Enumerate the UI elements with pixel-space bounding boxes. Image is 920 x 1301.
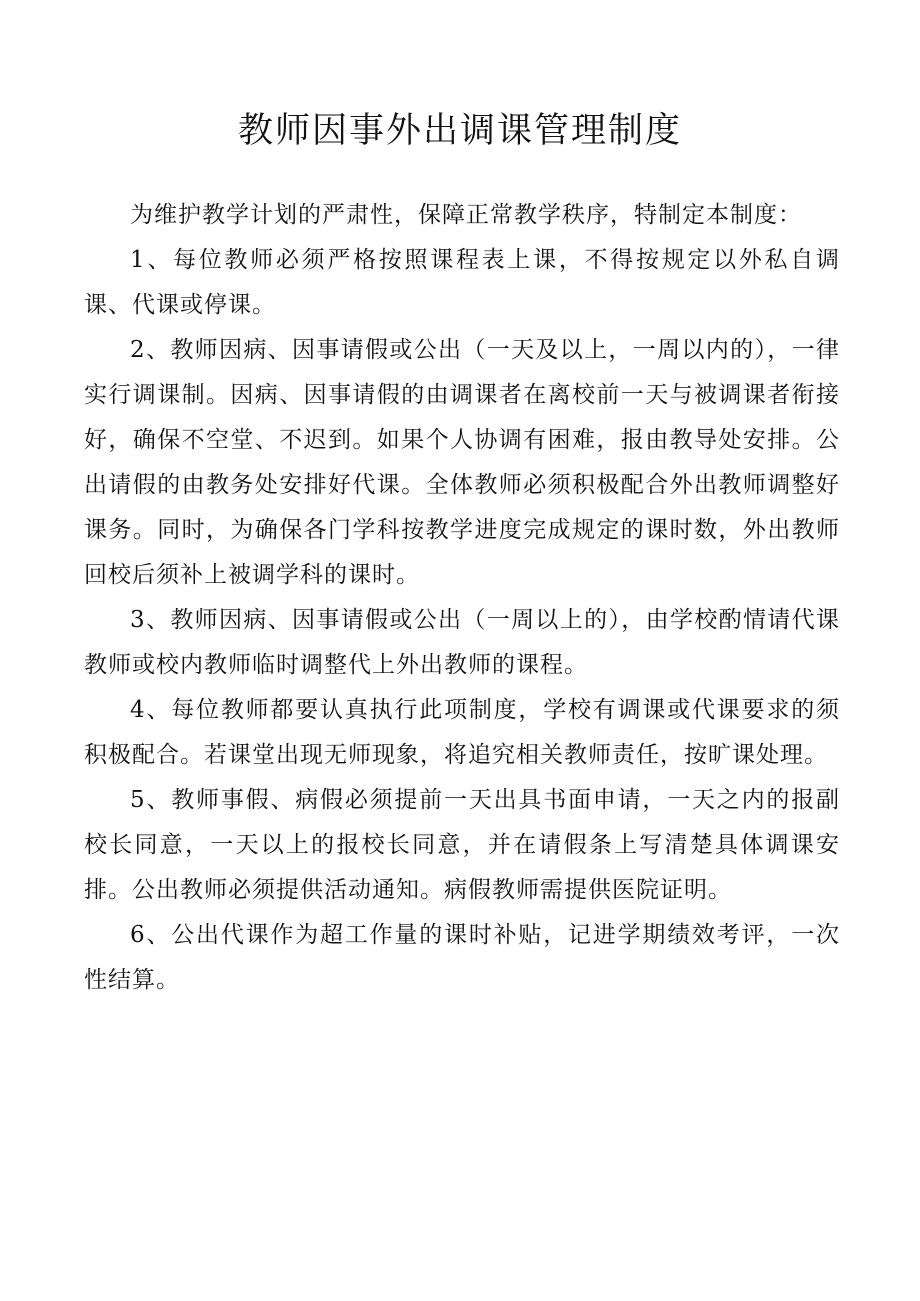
rule-3-paragraph: 3、教师因病、因事请假或公出（一周以上的），由学校酌情请代课教师或校内教师临时调整代上外出教师的课程。 [84, 607, 840, 678]
rule-4-paragraph: 4、每位教师都要认真执行此项制度，学校有调课或代课要求的须积极配合。若课堂出现无师现象，将追究相关教师责任，按旷课处理。 [84, 697, 840, 768]
document-title: 教师因事外出调课管理制度 [237, 111, 682, 151]
rule-1-paragraph: 1、每位教师必须严格按照课程表上课，不得按规定以外私自调课、代课或停课。 [84, 247, 840, 318]
intro-paragraph: 为维护教学计划的严肃性，保障正常教学秩序，特制定本制度： [130, 202, 802, 228]
rule-2-paragraph: 2、教师因病、因事请假或公出（一天及以上，一周以内的），一律实行调课制。因病、因事请假的由调课者在离校前一天与被调课者衔接好，确保不空堂、不迟到。如果个人协调有困难，报由教导处安排。公出请假的由教务处安排好代课。全体教师必须积极配合外出教师调整好课务。同时，为确保各门学科按教学进度完成规定的课时数，外出教师回校后须补上被调学科的课时。 [84, 337, 840, 588]
rule-6-paragraph: 6、公出代课作为超工作量的课时补贴，记进学期绩效考评，一次性结算。 [84, 922, 840, 993]
rule-5-paragraph: 5、教师事假、病假必须提前一天出具书面申请，一天之内的报副校长同意，一天以上的报校长同意，并在请假条上写清楚具体调课安排。公出教师必须提供活动通知。病假教师需提供医院证明。 [84, 787, 840, 903]
document-body [84, 193, 840, 1003]
